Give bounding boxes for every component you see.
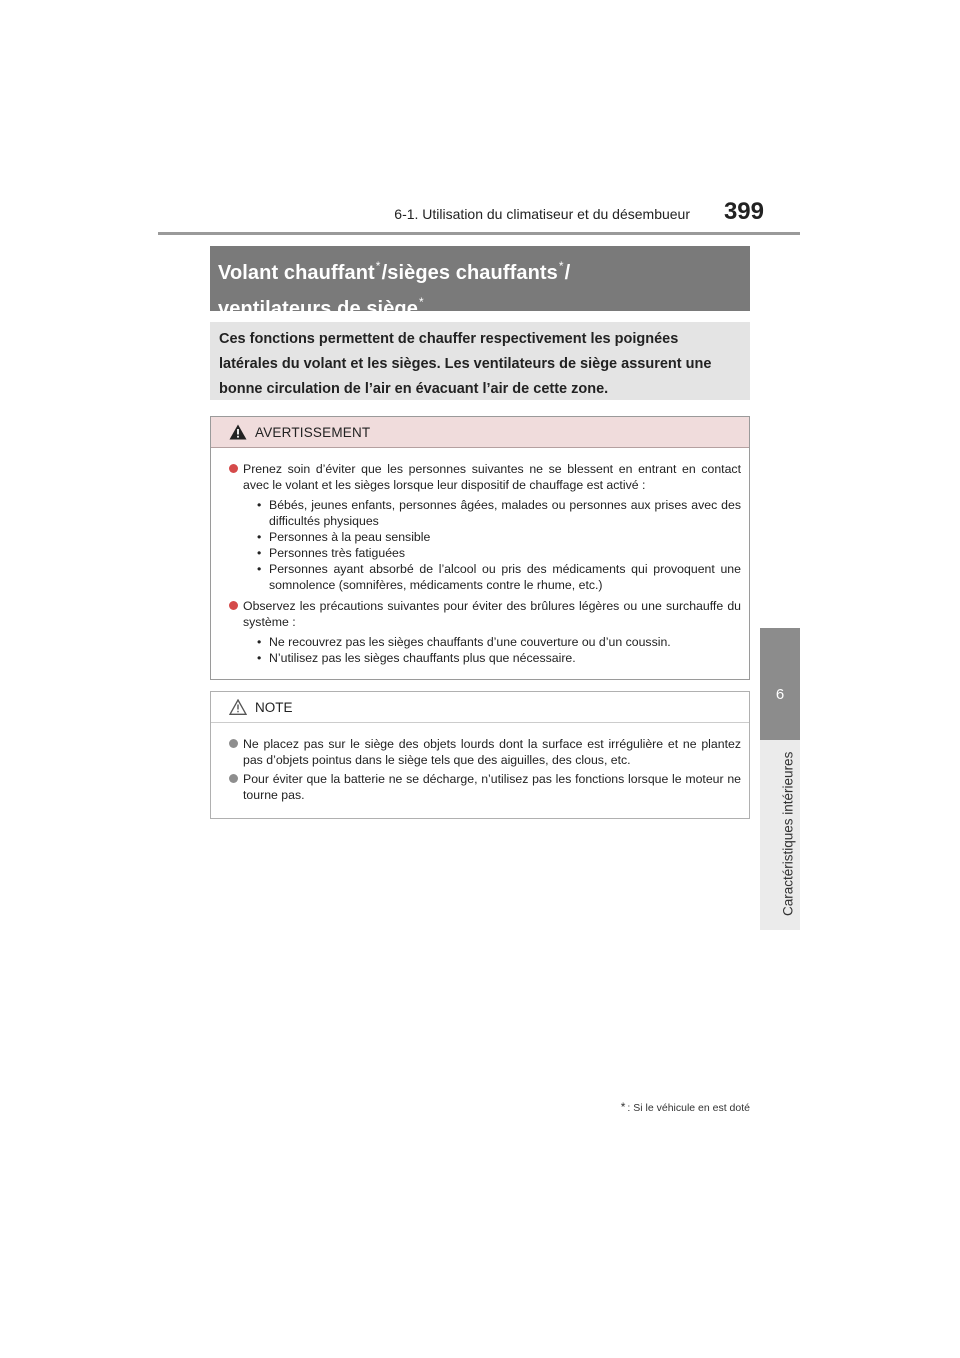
header-divider bbox=[158, 232, 800, 235]
footnote-star-icon: * bbox=[620, 1100, 626, 1114]
red-bullet-icon bbox=[229, 601, 238, 610]
warning-subitem-text: Personnes à la peau sensible bbox=[269, 530, 431, 544]
title-part-3: / bbox=[564, 262, 571, 284]
red-bullet-icon bbox=[229, 464, 238, 473]
note-content bbox=[229, 736, 741, 806]
warning-subitem-text: Personnes très fatiguées bbox=[269, 546, 406, 560]
title-line-2: ventilateurs de siège bbox=[218, 298, 418, 320]
gray-bullet-icon bbox=[229, 774, 238, 783]
warning-subitem: • Personnes très fatiguées bbox=[257, 546, 406, 560]
warning-content bbox=[229, 461, 741, 671]
footnote-star-marker: * bbox=[418, 295, 424, 309]
header-section-title: 6-1. Utilisation du climatiseur et du désembueur bbox=[394, 206, 690, 222]
footnote-star-marker: * bbox=[558, 259, 564, 273]
footnote-star-marker: * bbox=[375, 259, 381, 273]
note-item-text: Ne placez pas sur le siège des objets lourds dont la surface est irrégulière et ne plantez pas d’objets pointus dans le siège tels que des aiguilles, des clous, etc. bbox=[243, 737, 741, 767]
warning-header bbox=[211, 417, 749, 448]
chapter-label bbox=[778, 744, 798, 924]
warning-box bbox=[210, 416, 750, 680]
note-item-text: Pour éviter que la batterie ne se décharge, n’utilisez pas les fonctions lorsque le moteur ne tourne pas. bbox=[243, 772, 741, 802]
footnote bbox=[560, 1100, 750, 1114]
note-label: NOTE bbox=[255, 700, 293, 715]
footnote-text: : Si le véhicule en est doté bbox=[627, 1102, 750, 1114]
warning-subitem-text: Bébés, jeunes enfants, personnes âgées, malades ou personnes aux prises avec des difficultés physiques bbox=[269, 498, 741, 528]
note-header bbox=[211, 692, 749, 723]
warning-item-text: Prenez soin d’éviter que les personnes suivantes ne se blessent en entrant en contact avec le volant et les sièges lorsque leur dispositif de chauffage est activé : bbox=[243, 462, 741, 492]
warning-subitem: • Personnes ayant absorbé de l’alcool ou pris des médicaments qui provoquent une somnolence (somnifères, médicaments contre le rhume, etc.) bbox=[257, 562, 741, 592]
warning-triangle-icon bbox=[229, 424, 247, 440]
section-title-line-1 bbox=[218, 252, 742, 288]
warning-subitem: • N’utilisez pas les sièges chauffants plus que nécessaire. bbox=[257, 651, 576, 665]
page-number: 399 bbox=[723, 198, 764, 225]
title-part-2: /sièges chauffants bbox=[381, 262, 558, 284]
intro-box bbox=[210, 322, 750, 400]
warning-subitem-text: N’utilisez pas les sièges chauffants plus que nécessaire. bbox=[269, 651, 576, 665]
warning-item bbox=[229, 598, 741, 666]
warning-subitem: • Personnes à la peau sensible bbox=[257, 530, 431, 544]
note-box bbox=[210, 691, 750, 819]
note-item bbox=[229, 771, 741, 803]
warning-sublist bbox=[243, 634, 741, 666]
intro-text: Ces fonctions permettent de chauffer respectivement les poignées latérales du volant et les sièges. Les ventilateurs de siège assurent une bonne circulation de l’air en évacuant l’air de cette zone. bbox=[219, 331, 712, 397]
gray-bullet-icon bbox=[229, 739, 238, 748]
section-title-box bbox=[210, 246, 750, 320]
caution-triangle-icon bbox=[229, 699, 247, 715]
chapter-number: 6 bbox=[775, 686, 785, 703]
warning-label: AVERTISSEMENT bbox=[255, 425, 371, 440]
note-item bbox=[229, 736, 741, 768]
section-title-line-2 bbox=[218, 288, 742, 324]
title-part-1: Volant chauffant bbox=[218, 262, 375, 284]
warning-sublist bbox=[243, 497, 741, 593]
warning-subitem: • Ne recouvrez pas les sièges chauffants d’une couverture ou d’un coussin. bbox=[257, 635, 671, 649]
warning-subitem-text: Personnes ayant absorbé de l’alcool ou pris des médicaments qui provoquent une somnolence (somnifères, médicaments contre le rhume, etc.) bbox=[269, 562, 741, 592]
warning-item-text: Observez les précautions suivantes pour éviter des brûlures légères ou une surchauffe du système : bbox=[243, 599, 741, 629]
warning-item bbox=[229, 461, 741, 593]
warning-subitem: • Bébés, jeunes enfants, personnes âgées, malades ou personnes aux prises avec des difficultés physiques bbox=[257, 498, 741, 528]
chapter-label-text: Caractéristiques intérieures bbox=[780, 751, 796, 917]
chapter-number-box bbox=[760, 628, 800, 740]
warning-subitem-text: Ne recouvrez pas les sièges chauffants d’une couverture ou d’un coussin. bbox=[269, 635, 671, 649]
